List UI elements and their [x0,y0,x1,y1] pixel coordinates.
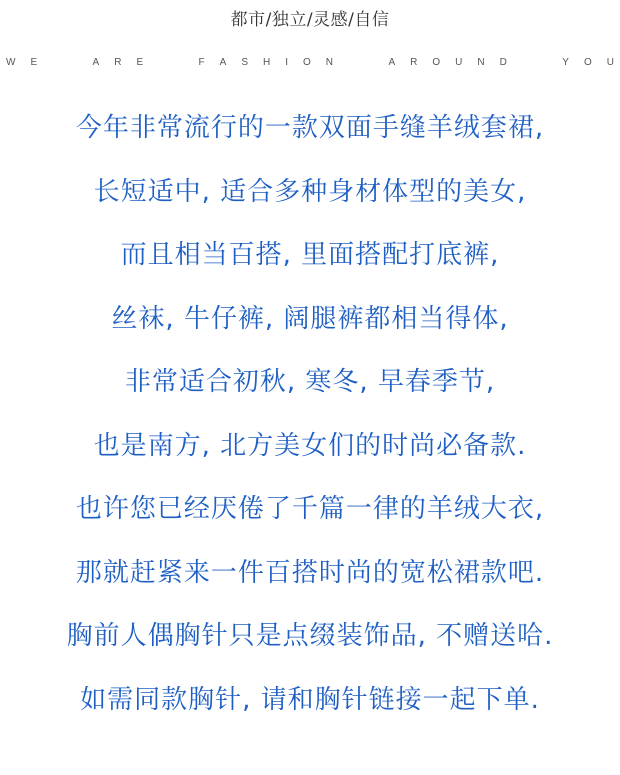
description-line: 长短适中, 适合多种身材体型的美女, [93,176,527,207]
description-line: 胸前人偶胸针只是点缀装饰品, 不赠送哈. [66,621,554,651]
description-line: 那就赶紧来一件百搭时尚的宽松裙款吧. [75,557,545,588]
description-line: 非常适合初秋, 寒冬, 早春季节, [124,367,496,397]
tagline [6,57,614,68]
description-line: 今年非常流行的一款双面手缝羊绒套裙, [75,113,545,143]
tagline-word: W E [6,57,38,68]
tagline-word: F A S H I O N [198,57,334,68]
description-line: 如需同款胸针, 请和胸针链接一起下单. [80,684,540,715]
tagline-word: A R O U N D [388,57,507,68]
tagline-word: Y O U [562,57,614,68]
description-line: 丝袜, 牛仔裤, 阔腿裤都相当得体, [111,303,509,334]
description-line: 也是南方, 北方美女们的时尚必备款. [93,430,527,461]
description-line: 也许您已经厌倦了千篇一律的羊绒大衣, [75,494,545,524]
description-line: 而且相当百搭, 里面搭配打底裤, [120,240,500,270]
tagline-word: A R E [92,57,144,68]
page-title: 都市/独立/灵感/自信 [230,10,390,30]
description-text [0,103,620,738]
